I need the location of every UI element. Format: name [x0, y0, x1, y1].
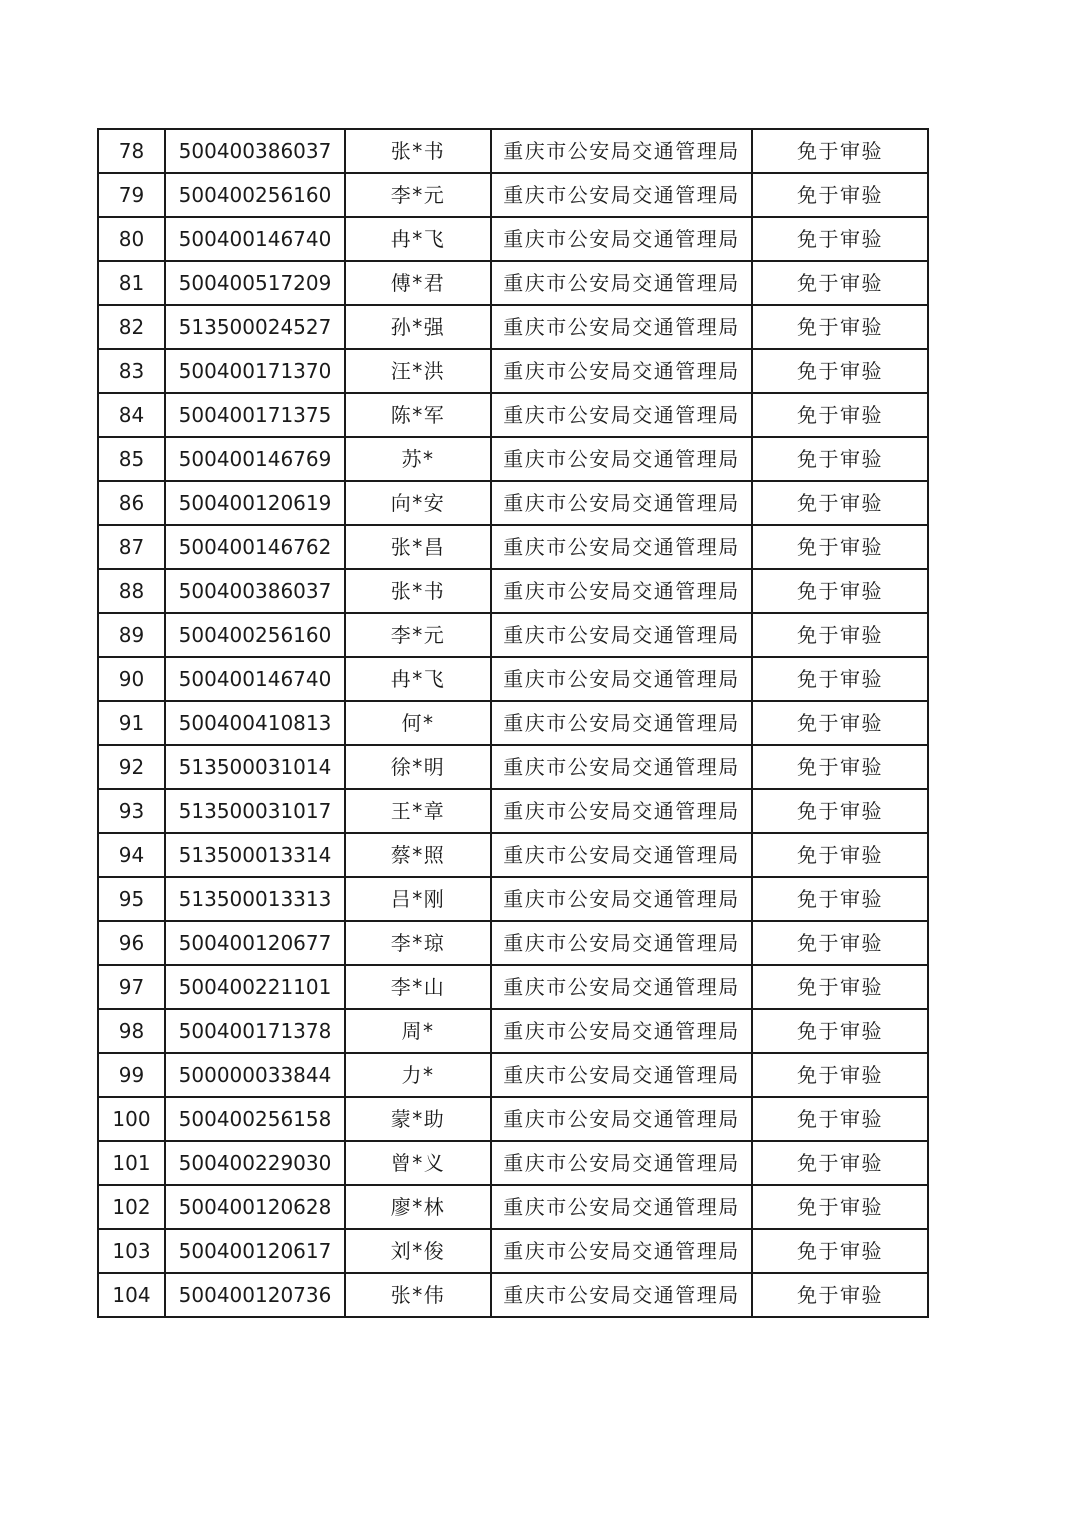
license-number-cell: 500400386037 — [165, 129, 345, 173]
person-name-cell: 廖*林 — [345, 1185, 491, 1229]
person-name-cell: 徐*明 — [345, 745, 491, 789]
table-row — [98, 877, 928, 921]
license-number-cell: 500400256160 — [165, 173, 345, 217]
issuing-authority-cell: 重庆市公安局交通管理局 — [491, 217, 752, 261]
license-number-cell: 500400229030 — [165, 1141, 345, 1185]
sequence-number-cell: 94 — [98, 833, 165, 877]
person-name-cell: 周* — [345, 1009, 491, 1053]
license-number-cell: 500400256158 — [165, 1097, 345, 1141]
review-result-cell: 免于审验 — [752, 1009, 928, 1053]
issuing-authority-cell: 重庆市公安局交通管理局 — [491, 833, 752, 877]
issuing-authority-cell: 重庆市公安局交通管理局 — [491, 393, 752, 437]
review-result-cell: 免于审验 — [752, 1053, 928, 1097]
review-result-cell: 免于审验 — [752, 789, 928, 833]
issuing-authority-cell: 重庆市公安局交通管理局 — [491, 1097, 752, 1141]
sequence-number-cell: 98 — [98, 1009, 165, 1053]
license-number-cell: 500400120677 — [165, 921, 345, 965]
sequence-number-cell: 83 — [98, 349, 165, 393]
sequence-number-cell: 93 — [98, 789, 165, 833]
table-row — [98, 965, 928, 1009]
issuing-authority-cell: 重庆市公安局交通管理局 — [491, 481, 752, 525]
table-row — [98, 437, 928, 481]
table-row — [98, 789, 928, 833]
person-name-cell: 李*山 — [345, 965, 491, 1009]
table-row — [98, 525, 928, 569]
table-row — [98, 1053, 928, 1097]
table-row — [98, 261, 928, 305]
person-name-cell: 张*伟 — [345, 1273, 491, 1317]
license-number-cell: 500400517209 — [165, 261, 345, 305]
person-name-cell: 李*琼 — [345, 921, 491, 965]
license-number-cell: 500400146740 — [165, 657, 345, 701]
license-number-cell: 513500031014 — [165, 745, 345, 789]
license-number-cell: 500400120628 — [165, 1185, 345, 1229]
issuing-authority-cell: 重庆市公安局交通管理局 — [491, 525, 752, 569]
sequence-number-cell: 101 — [98, 1141, 165, 1185]
issuing-authority-cell: 重庆市公安局交通管理局 — [491, 877, 752, 921]
person-name-cell: 苏* — [345, 437, 491, 481]
issuing-authority-cell: 重庆市公安局交通管理局 — [491, 789, 752, 833]
person-name-cell: 何* — [345, 701, 491, 745]
issuing-authority-cell: 重庆市公安局交通管理局 — [491, 437, 752, 481]
license-number-cell: 513500031017 — [165, 789, 345, 833]
issuing-authority-cell: 重庆市公安局交通管理局 — [491, 1185, 752, 1229]
person-name-cell: 傅*君 — [345, 261, 491, 305]
table-row — [98, 393, 928, 437]
license-number-cell: 500400410813 — [165, 701, 345, 745]
table-row — [98, 1097, 928, 1141]
sequence-number-cell: 104 — [98, 1273, 165, 1317]
license-number-cell: 513500013314 — [165, 833, 345, 877]
sequence-number-cell: 78 — [98, 129, 165, 173]
person-name-cell: 李*元 — [345, 173, 491, 217]
review-result-cell: 免于审验 — [752, 965, 928, 1009]
sequence-number-cell: 103 — [98, 1229, 165, 1273]
sequence-number-cell: 80 — [98, 217, 165, 261]
issuing-authority-cell: 重庆市公安局交通管理局 — [491, 1141, 752, 1185]
review-result-cell: 免于审验 — [752, 921, 928, 965]
license-number-cell: 500400146740 — [165, 217, 345, 261]
sequence-number-cell: 82 — [98, 305, 165, 349]
person-name-cell: 冉*飞 — [345, 217, 491, 261]
license-number-cell: 500400146769 — [165, 437, 345, 481]
sequence-number-cell: 99 — [98, 1053, 165, 1097]
sequence-number-cell: 92 — [98, 745, 165, 789]
issuing-authority-cell: 重庆市公安局交通管理局 — [491, 173, 752, 217]
sequence-number-cell: 90 — [98, 657, 165, 701]
license-number-cell: 500400171378 — [165, 1009, 345, 1053]
sequence-number-cell: 87 — [98, 525, 165, 569]
review-result-cell: 免于审验 — [752, 1273, 928, 1317]
person-name-cell: 孙*强 — [345, 305, 491, 349]
records-table-body — [98, 129, 928, 1317]
issuing-authority-cell: 重庆市公安局交通管理局 — [491, 1053, 752, 1097]
table-row — [98, 173, 928, 217]
table-row — [98, 1229, 928, 1273]
license-number-cell: 513500024527 — [165, 305, 345, 349]
license-number-cell: 500400120617 — [165, 1229, 345, 1273]
person-name-cell: 汪*洪 — [345, 349, 491, 393]
sequence-number-cell: 88 — [98, 569, 165, 613]
sequence-number-cell: 81 — [98, 261, 165, 305]
table-row — [98, 1009, 928, 1053]
table-row — [98, 921, 928, 965]
sequence-number-cell: 97 — [98, 965, 165, 1009]
issuing-authority-cell: 重庆市公安局交通管理局 — [491, 701, 752, 745]
sequence-number-cell: 85 — [98, 437, 165, 481]
sequence-number-cell: 86 — [98, 481, 165, 525]
sequence-number-cell: 79 — [98, 173, 165, 217]
table-row — [98, 613, 928, 657]
table-row — [98, 569, 928, 613]
review-result-cell: 免于审验 — [752, 657, 928, 701]
review-result-cell: 免于审验 — [752, 393, 928, 437]
review-result-cell: 免于审验 — [752, 1097, 928, 1141]
license-number-cell: 500400120736 — [165, 1273, 345, 1317]
issuing-authority-cell: 重庆市公安局交通管理局 — [491, 129, 752, 173]
review-result-cell: 免于审验 — [752, 877, 928, 921]
review-result-cell: 免于审验 — [752, 701, 928, 745]
license-number-cell: 500400171375 — [165, 393, 345, 437]
sequence-number-cell: 96 — [98, 921, 165, 965]
issuing-authority-cell: 重庆市公安局交通管理局 — [491, 657, 752, 701]
review-result-cell: 免于审验 — [752, 129, 928, 173]
person-name-cell: 张*昌 — [345, 525, 491, 569]
issuing-authority-cell: 重庆市公安局交通管理局 — [491, 261, 752, 305]
sequence-number-cell: 91 — [98, 701, 165, 745]
table-row — [98, 701, 928, 745]
table-row — [98, 305, 928, 349]
person-name-cell: 曾*义 — [345, 1141, 491, 1185]
license-number-cell: 500400120619 — [165, 481, 345, 525]
sequence-number-cell: 89 — [98, 613, 165, 657]
person-name-cell: 张*书 — [345, 569, 491, 613]
review-result-cell: 免于审验 — [752, 173, 928, 217]
person-name-cell: 力* — [345, 1053, 491, 1097]
person-name-cell: 陈*军 — [345, 393, 491, 437]
issuing-authority-cell: 重庆市公安局交通管理局 — [491, 965, 752, 1009]
license-number-cell: 500400256160 — [165, 613, 345, 657]
person-name-cell: 张*书 — [345, 129, 491, 173]
issuing-authority-cell: 重庆市公安局交通管理局 — [491, 921, 752, 965]
review-result-cell: 免于审验 — [752, 745, 928, 789]
review-result-cell: 免于审验 — [752, 305, 928, 349]
person-name-cell: 向*安 — [345, 481, 491, 525]
table-row — [98, 833, 928, 877]
issuing-authority-cell: 重庆市公安局交通管理局 — [491, 1273, 752, 1317]
sequence-number-cell: 102 — [98, 1185, 165, 1229]
table-row — [98, 481, 928, 525]
person-name-cell: 刘*俊 — [345, 1229, 491, 1273]
person-name-cell: 王*章 — [345, 789, 491, 833]
license-number-cell: 500400221101 — [165, 965, 345, 1009]
issuing-authority-cell: 重庆市公安局交通管理局 — [491, 349, 752, 393]
review-result-cell: 免于审验 — [752, 569, 928, 613]
review-result-cell: 免于审验 — [752, 261, 928, 305]
table-row — [98, 1141, 928, 1185]
table-row — [98, 657, 928, 701]
review-result-cell: 免于审验 — [752, 525, 928, 569]
person-name-cell: 吕*刚 — [345, 877, 491, 921]
issuing-authority-cell: 重庆市公安局交通管理局 — [491, 1229, 752, 1273]
license-number-cell: 500400146762 — [165, 525, 345, 569]
review-result-cell: 免于审验 — [752, 833, 928, 877]
review-result-cell: 免于审验 — [752, 437, 928, 481]
table-row — [98, 745, 928, 789]
person-name-cell: 冉*飞 — [345, 657, 491, 701]
issuing-authority-cell: 重庆市公安局交通管理局 — [491, 569, 752, 613]
records-table — [97, 128, 929, 1318]
review-result-cell: 免于审验 — [752, 1229, 928, 1273]
table-row — [98, 217, 928, 261]
review-result-cell: 免于审验 — [752, 481, 928, 525]
table-row — [98, 349, 928, 393]
person-name-cell: 李*元 — [345, 613, 491, 657]
review-result-cell: 免于审验 — [752, 613, 928, 657]
issuing-authority-cell: 重庆市公安局交通管理局 — [491, 613, 752, 657]
person-name-cell: 蔡*照 — [345, 833, 491, 877]
issuing-authority-cell: 重庆市公安局交通管理局 — [491, 745, 752, 789]
license-number-cell: 500400386037 — [165, 569, 345, 613]
table-row — [98, 1273, 928, 1317]
table-row — [98, 129, 928, 173]
issuing-authority-cell: 重庆市公安局交通管理局 — [491, 305, 752, 349]
review-result-cell: 免于审验 — [752, 349, 928, 393]
license-number-cell: 500400171370 — [165, 349, 345, 393]
sequence-number-cell: 95 — [98, 877, 165, 921]
review-result-cell: 免于审验 — [752, 1141, 928, 1185]
sequence-number-cell: 84 — [98, 393, 165, 437]
person-name-cell: 蒙*助 — [345, 1097, 491, 1141]
table-row — [98, 1185, 928, 1229]
license-number-cell: 500000033844 — [165, 1053, 345, 1097]
license-number-cell: 513500013313 — [165, 877, 345, 921]
issuing-authority-cell: 重庆市公安局交通管理局 — [491, 1009, 752, 1053]
sequence-number-cell: 100 — [98, 1097, 165, 1141]
review-result-cell: 免于审验 — [752, 217, 928, 261]
review-result-cell: 免于审验 — [752, 1185, 928, 1229]
